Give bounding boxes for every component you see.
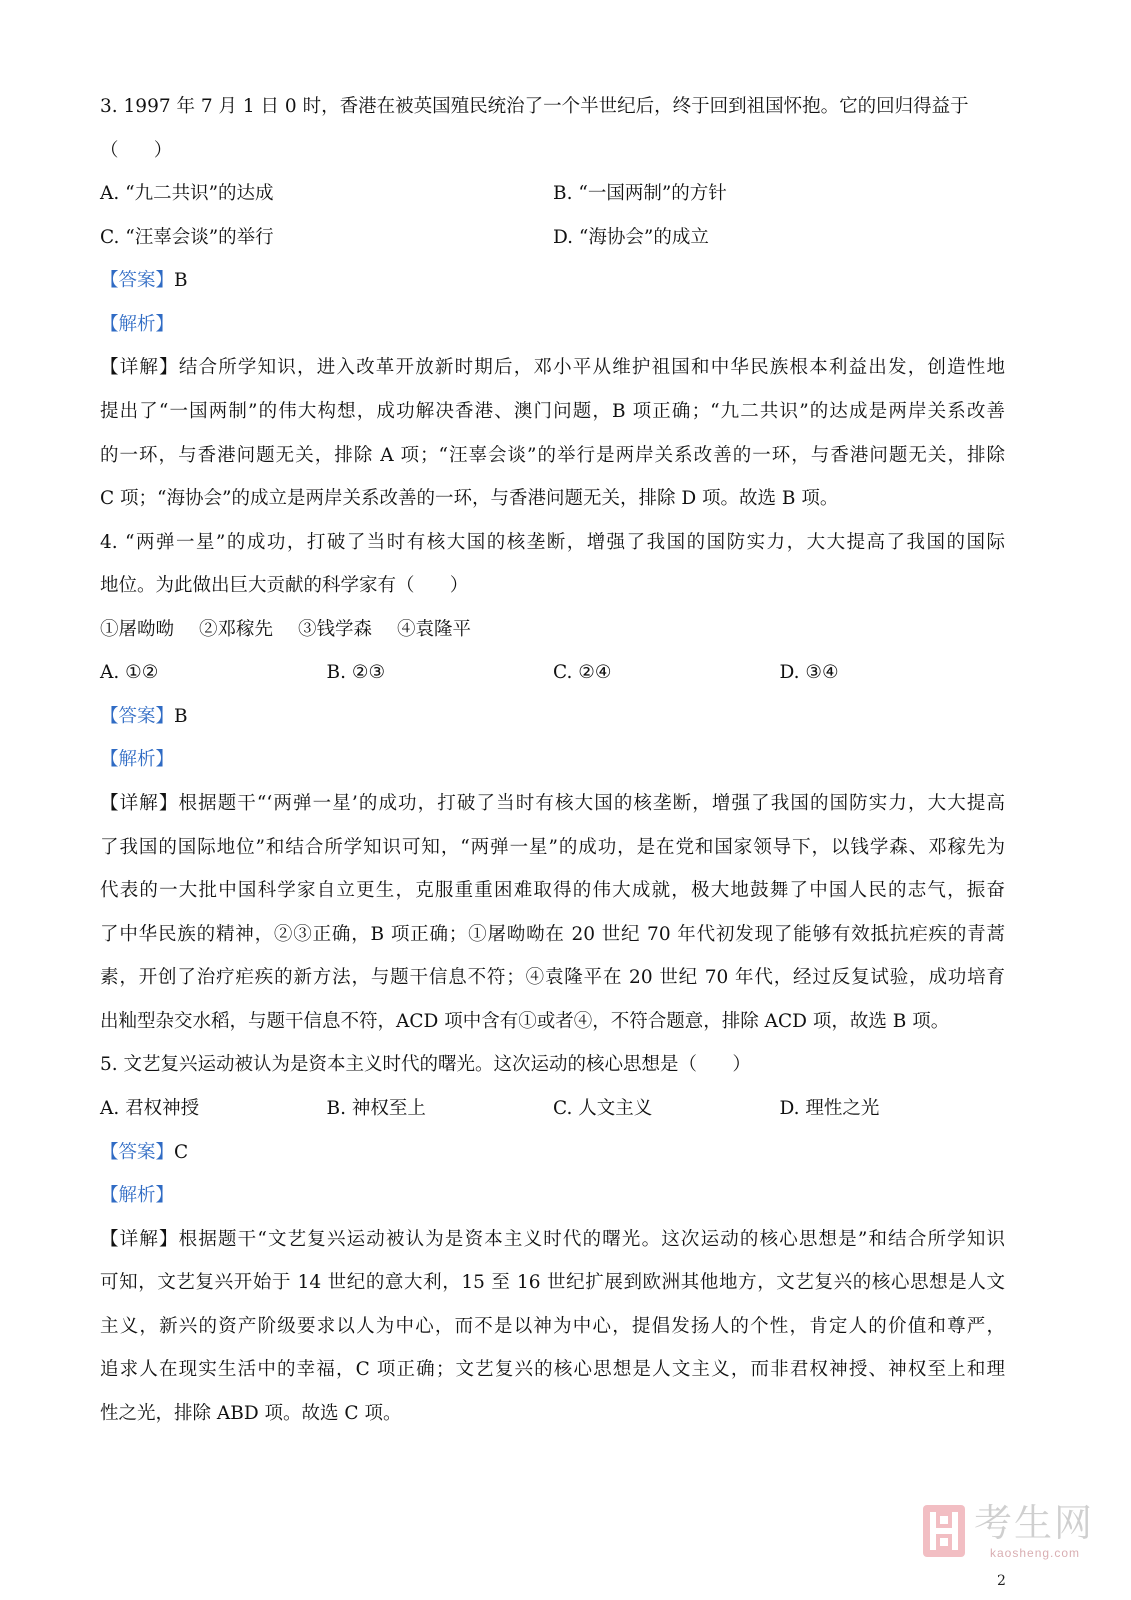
option-c: C. 人文主义: [553, 1097, 653, 1119]
question-stem: 5. 文艺复兴运动被认为是资本主义时代的曙光。这次运动的核心思想是（ ）: [100, 1054, 751, 1076]
option-a: A. 君权神授: [100, 1097, 200, 1119]
detail-line: 提出了“一国两制”的伟大构想，成功解决香港、澳门问题，B 项正确；“九二共识”的达成是两岸关系改善: [100, 400, 1005, 422]
answer-line: [100, 259, 1005, 303]
option-c: C. “汪辜会谈”的举行: [100, 226, 274, 248]
answer-blank: （ ）: [100, 139, 173, 161]
analysis-line: [100, 1174, 1005, 1218]
choice-list: [100, 608, 1005, 652]
answer-label: 【答案】: [100, 705, 175, 727]
kaosheng-logo-icon: [922, 1504, 966, 1558]
watermark-domain: kaosheng.com: [990, 1546, 1081, 1560]
analysis-label: 【解析】: [100, 749, 175, 771]
question-stem: 4. “两弹一星”的成功，打破了当时有核大国的核垄断，增强了我国的国防实力，大大提高了我国的国际: [100, 531, 1005, 553]
detail-line: 的一环，与香港问题无关，排除 A 项；“汪辜会谈”的举行是两岸关系改善的一环，与香港问题无关，排除: [100, 444, 1005, 466]
detail-line: C 项；“海协会”的成立是两岸关系改善的一环，与香港问题无关，排除 D 项。故选 B 项。: [100, 488, 839, 510]
analysis-line: [100, 738, 1005, 782]
question-4: [100, 521, 1005, 1044]
choice-item: ④袁隆平: [397, 618, 472, 640]
detail-line: 主义，新兴的资产阶级要求以人为中心，而不是以神为中心，提倡发扬人的个性，肯定人的价值和尊严，: [100, 1315, 1005, 1337]
option-b: B. 神权至上: [326, 1097, 426, 1119]
choice-item: ③钱学森: [298, 618, 373, 640]
answer-line: [100, 1131, 1005, 1175]
option-b: B. “一国两制”的方针: [553, 183, 727, 205]
answer-line: [100, 695, 1005, 739]
detail-line: 代表的一大批中国科学家自立更生，克服重重困难取得的伟大成就，极大地鼓舞了中国人民的志气，振奋: [100, 880, 1005, 902]
detail-line: 性之光，排除 ABD 项。故选 C 项。: [100, 1402, 402, 1424]
choice-item: ①屠呦呦: [100, 618, 175, 640]
page-number: 2: [997, 1573, 1006, 1589]
detail-text: 根据题干“‘两弹一星’的成功，打破了当时有核大国的核垄断，增强了我国的国防实力，大大提高: [178, 793, 1005, 814]
detail-label: 【详解】: [100, 357, 179, 379]
option-c: C. ②④: [553, 662, 612, 684]
detail-line: 出籼型杂交水稻，与题干信息不符，ACD 项中含有①或者④，不符合题意，排除 ACD 项，故选 B 项。: [100, 1010, 950, 1032]
watermark: [922, 1500, 1102, 1564]
question-stem: 3. 1997 年 7 月 1 日 0 时，香港在被英国殖民统治了一个半世纪后，终于回到祖国怀抱。它的回归得益于: [100, 96, 969, 117]
detail-line: [100, 782, 1005, 826]
detail-line: 了我国的国际地位”和结合所学知识可知，“两弹一星”的成功，是在党和国家领导下，以钱学森、邓稼先为: [100, 836, 1005, 858]
answer-value: C: [174, 1141, 189, 1163]
watermark-brand: 考生网: [974, 1501, 1095, 1545]
detail-line: 了中华民族的精神，②③正确，B 项正确；①屠呦呦在 20 世纪 70 年代初发现了能够有效抵抗疟疾的青蒿: [100, 923, 1005, 945]
question-5: [100, 1043, 1005, 1435]
detail-label: 【详解】: [100, 793, 179, 814]
detail-text: 结合所学知识，进入改革开放新时期后，邓小平从维护祖国和中华民族根本利益出发，创造性地: [178, 357, 1005, 379]
question-3: [100, 85, 1005, 521]
detail-line: [100, 346, 1005, 390]
option-a: A. ①②: [100, 662, 159, 684]
options-row: [100, 172, 1005, 216]
analysis-line: [100, 303, 1005, 347]
options-row: [100, 651, 1005, 695]
answer-value: B: [174, 270, 188, 292]
question-stem: 地位。为此做出巨大贡献的科学家有（ ）: [100, 575, 469, 597]
answer-label: 【答案】: [100, 1141, 175, 1163]
detail-line: [100, 1218, 1005, 1262]
analysis-label: 【解析】: [100, 1185, 175, 1207]
choice-item: ②邓稼先: [199, 618, 274, 640]
detail-line: 追求人在现实生活中的幸福，C 项正确；文艺复兴的核心思想是人文主义，而非君权神授、神权至上和理: [100, 1359, 1005, 1381]
option-d: D. “海协会”的成立: [553, 226, 709, 248]
answer-value: B: [174, 705, 188, 727]
option-d: D. 理性之光: [779, 1097, 880, 1119]
answer-label: 【答案】: [100, 270, 175, 292]
option-d: D. ③④: [779, 662, 839, 684]
options-row: [100, 1087, 1005, 1131]
detail-line: 可知，文艺复兴开始于 14 世纪的意大利，15 至 16 世纪扩展到欧洲其他地方，文艺复兴的核心思想是人文: [100, 1272, 1005, 1294]
option-b: B. ②③: [326, 662, 386, 684]
options-row: [100, 216, 1005, 260]
detail-line: 素，开创了治疗疟疾的新方法，与题干信息不符；④袁隆平在 20 世纪 70 年代，经过反复试验，成功培育: [100, 967, 1005, 989]
option-a: A. “九二共识”的达成: [100, 183, 274, 205]
page-content: [100, 85, 1005, 1435]
analysis-label: 【解析】: [100, 313, 175, 335]
detail-text: 根据题干“文艺复兴运动被认为是资本主义时代的曙光。这次运动的核心思想是”和结合所学知识: [178, 1228, 1005, 1250]
detail-label: 【详解】: [100, 1228, 179, 1250]
